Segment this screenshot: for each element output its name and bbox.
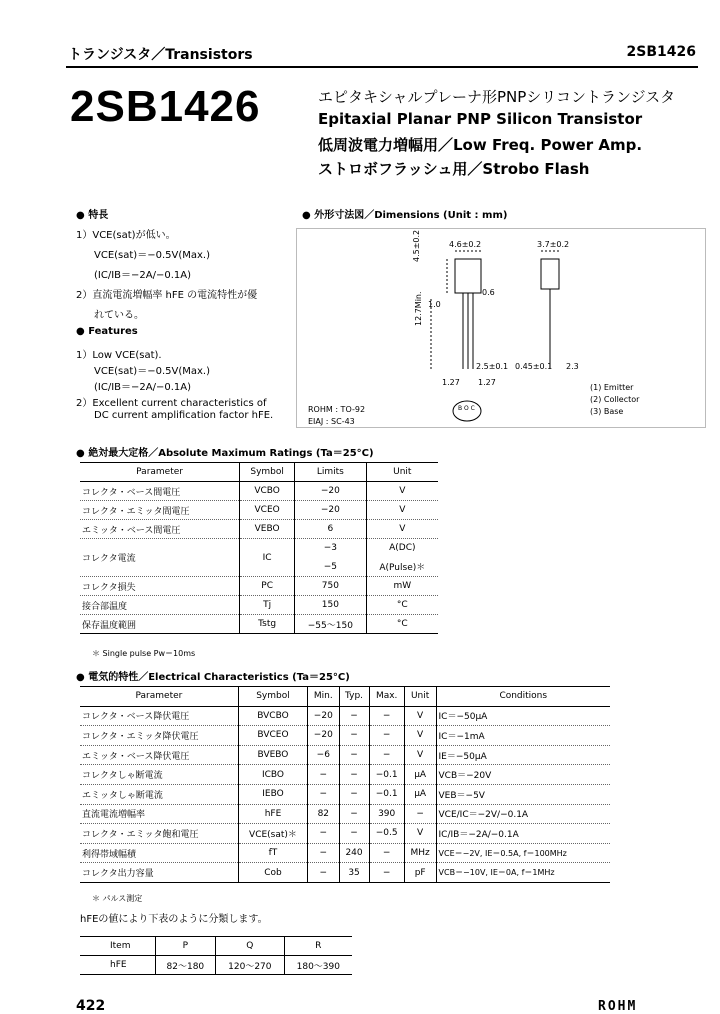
dimensions-heading: ● 外形寸法図／Dimensions (Unit : mm) <box>302 210 508 221</box>
package-marking: B O C <box>458 405 475 412</box>
table-row <box>80 824 610 844</box>
unit-cell: mW <box>366 577 438 596</box>
package-outline-drawing <box>297 229 705 427</box>
rank-p-cell: 82〜180 <box>155 956 215 975</box>
param-cell: 直流電流増幅率 <box>80 804 238 824</box>
features-en-heading: ● Features <box>76 326 138 337</box>
header-divider <box>66 66 698 68</box>
min-cell: − <box>308 824 339 844</box>
features-jp-item: れている。 <box>94 310 144 321</box>
column-header: P <box>155 937 215 956</box>
table-row <box>80 956 352 975</box>
param-cell: エミッタ・ベース降伏電圧 <box>80 745 238 765</box>
conditions-cell: VCE/IC＝−2V/−0.1A <box>436 804 610 824</box>
pin-label: (1) Emitter <box>590 383 634 392</box>
unit-cell: V <box>404 745 436 765</box>
table-row <box>80 843 610 863</box>
conditions-cell: IC＝−50μA <box>436 706 610 726</box>
rank-r-cell: 180〜390 <box>284 956 352 975</box>
abs-max-footnote: ＊ Single pulse Pw＝10ms <box>92 649 196 658</box>
unit-cell: A(Pulse)＊ <box>366 558 438 577</box>
features-jp-item: (IC/IB＝−2A/−0.1A) <box>94 270 191 281</box>
typ-cell: − <box>339 745 369 765</box>
features-jp-item: VCE(sat)＝−0.5V(Max.) <box>94 250 210 261</box>
conditions-cell: VEB＝−5V <box>436 784 610 804</box>
dim-label: 2.3 <box>566 362 579 371</box>
column-header: Conditions <box>436 687 610 707</box>
typ-cell: 35 <box>339 863 369 883</box>
table-row <box>80 706 610 726</box>
conditions-cell: VCE＝−2V, IE＝0.5A, f＝100MHz <box>436 843 610 863</box>
unit-cell: MHz <box>404 843 436 863</box>
unit-cell: °C <box>366 596 438 615</box>
typ-cell: − <box>339 706 369 726</box>
symbol-cell: BVCBO <box>238 706 307 726</box>
dim-label: 2.5±0.1 <box>476 362 509 371</box>
max-cell: − <box>369 843 404 863</box>
max-cell: −0.1 <box>369 765 404 785</box>
min-cell: −6 <box>308 745 339 765</box>
table-header-row <box>80 937 352 956</box>
conditions-cell: IC＝−1mA <box>436 726 610 746</box>
features-jp-item: 1）VCE(sat)が低い。 <box>76 230 176 241</box>
table-header-row <box>80 463 438 482</box>
dim-label: 4.6±0.2 <box>449 240 482 249</box>
param-cell: 接合部温度 <box>80 596 240 615</box>
max-cell: − <box>369 863 404 883</box>
rohm-logo: ROHM <box>598 999 638 1014</box>
header-part-number: 2SB1426 <box>626 44 696 60</box>
unit-cell: V <box>366 520 438 539</box>
column-header: Typ. <box>339 687 369 707</box>
table-row <box>80 539 438 558</box>
min-cell: − <box>308 784 339 804</box>
column-header: Max. <box>369 687 404 707</box>
features-en-item: 1）Low VCE(sat). <box>76 350 162 361</box>
conditions-cell: VCB＝−20V <box>436 765 610 785</box>
column-header: Unit <box>366 463 438 482</box>
param-cell: コレクタ・エミッタ間電圧 <box>80 501 240 520</box>
package-name: ROHM : TO-92 <box>308 405 366 414</box>
column-header: Q <box>216 937 285 956</box>
hfe-note: hFEの値により下表のように分類します。 <box>80 914 268 925</box>
typ-cell: − <box>339 824 369 844</box>
table-row <box>80 765 610 785</box>
elec-heading: ● 電気的特性／Electrical Characteristics (Ta＝25°C) <box>76 672 350 683</box>
table-row <box>80 501 438 520</box>
unit-cell: V <box>366 482 438 501</box>
column-header: Symbol <box>238 687 307 707</box>
limits-cell: −3 <box>295 539 367 558</box>
dimensions-drawing <box>296 228 706 428</box>
symbol-cell: PC <box>240 577 295 596</box>
hfe-table <box>80 936 352 975</box>
symbol-cell: Cob <box>238 863 307 883</box>
unit-cell: V <box>404 726 436 746</box>
typ-cell: − <box>339 726 369 746</box>
unit-cell: − <box>404 804 436 824</box>
dim-label: 0.6 <box>482 288 495 297</box>
dim-label: 4.5±0.2 <box>412 229 421 262</box>
page-number: 422 <box>76 998 106 1014</box>
table-row <box>80 784 610 804</box>
column-header: Item <box>110 941 131 951</box>
table-row <box>80 726 610 746</box>
dim-label: 12.7Min. <box>414 291 423 326</box>
features-jp-item: 2）直流電流増幅率 hFE の電流特性が優 <box>76 290 258 301</box>
abs-max-table <box>80 462 438 634</box>
table-row <box>80 863 610 883</box>
title-line-3: 低周波電力増幅用／Low Freq. Power Amp. <box>318 136 643 154</box>
unit-cell: V <box>404 706 436 726</box>
symbol-cell: VCE(sat)＊ <box>238 824 307 844</box>
min-cell: − <box>308 843 339 863</box>
conditions-cell: IE＝−50μA <box>436 745 610 765</box>
limits-cell: −55〜150 <box>295 615 367 634</box>
param-cell: コレクタ・ベース間電圧 <box>80 482 240 501</box>
param-cell: コレクタ損失 <box>80 577 240 596</box>
min-cell: − <box>308 765 339 785</box>
symbol-cell: VEBO <box>240 520 295 539</box>
min-cell: −20 <box>308 726 339 746</box>
abs-max-heading: ● 絶対最大定格／Absolute Maximum Ratings (Ta＝25°C) <box>76 448 374 459</box>
title-line-1: エピタキシャルプレーナ形PNPシリコントランジスタ <box>318 88 676 106</box>
min-cell: − <box>308 863 339 883</box>
max-cell: −0.5 <box>369 824 404 844</box>
typ-cell: 240 <box>339 843 369 863</box>
features-jp-heading: ● 特長 <box>76 210 109 221</box>
param-cell: エミッタしゃ断電流 <box>80 784 238 804</box>
table-row <box>80 482 438 501</box>
rank-q-cell: 120〜270 <box>216 956 285 975</box>
symbol-cell: VCBO <box>240 482 295 501</box>
column-header: Symbol <box>240 463 295 482</box>
max-cell: − <box>369 726 404 746</box>
param-cell: コレクタ・エミッタ降伏電圧 <box>80 726 238 746</box>
title-line-4: ストロボフラッシュ用／Strobo Flash <box>318 160 590 178</box>
max-cell: − <box>369 706 404 726</box>
min-cell: −20 <box>308 706 339 726</box>
unit-cell: A(DC) <box>366 539 438 558</box>
pin-label: (2) Collector <box>590 395 640 404</box>
features-en-item: DC current amplification factor hFE. <box>94 410 274 421</box>
table-row <box>80 615 438 634</box>
column-header: Unit <box>404 687 436 707</box>
category-label: トランジスタ／Transistors <box>68 47 253 63</box>
max-cell: 390 <box>369 804 404 824</box>
conditions-cell: IC/IB＝−2A/−0.1A <box>436 824 610 844</box>
table-row <box>80 745 610 765</box>
table-row <box>80 520 438 539</box>
max-cell: −0.1 <box>369 784 404 804</box>
column-header: R <box>284 937 352 956</box>
conditions-cell: VCB＝−10V, IE＝0A, f＝1MHz <box>436 863 610 883</box>
dim-label: 1.0 <box>428 300 441 309</box>
symbol-cell: BVCEO <box>238 726 307 746</box>
param-cell: 利得帯域幅積 <box>80 843 238 863</box>
symbol-cell: ICBO <box>238 765 307 785</box>
symbol-cell: Tstg <box>240 615 295 634</box>
title-line-2: Epitaxial Planar PNP Silicon Transistor <box>318 110 643 128</box>
symbol-cell: IEBO <box>238 784 307 804</box>
symbol-cell: hFE <box>238 804 307 824</box>
table-row <box>80 804 610 824</box>
unit-cell: °C <box>366 615 438 634</box>
param-cell: コレクタ電流 <box>80 539 240 577</box>
symbol-cell: IC <box>240 539 295 577</box>
symbol-cell: fT <box>238 843 307 863</box>
limits-cell: −20 <box>295 501 367 520</box>
table-row <box>80 577 438 596</box>
symbol-cell: BVEBO <box>238 745 307 765</box>
unit-cell: pF <box>404 863 436 883</box>
unit-cell: V <box>404 824 436 844</box>
limits-cell: 150 <box>295 596 367 615</box>
dim-label: 3.7±0.2 <box>537 240 570 249</box>
param-cell: コレクタしゃ断電流 <box>80 765 238 785</box>
param-cell: 保存温度範囲 <box>82 620 137 631</box>
param-cell: コレクタ・エミッタ飽和電圧 <box>80 824 238 844</box>
elec-footnote: ＊ パルス測定 <box>92 894 143 903</box>
features-en-item: VCE(sat)＝−0.5V(Max.) <box>94 366 210 377</box>
unit-cell: V <box>366 501 438 520</box>
param-cell: エミッタ・ベース間電圧 <box>80 520 240 539</box>
param-cell: コレクタ・ベース降伏電圧 <box>80 706 238 726</box>
max-cell: − <box>369 745 404 765</box>
typ-cell: − <box>339 784 369 804</box>
limits-cell: 750 <box>295 577 367 596</box>
dim-label: 0.45±0.1 <box>515 362 553 371</box>
typ-cell: − <box>339 765 369 785</box>
symbol-cell: Tj <box>240 596 295 615</box>
unit-cell: μA <box>404 784 436 804</box>
column-header: Parameter <box>136 467 183 477</box>
limits-cell: 6 <box>295 520 367 539</box>
limits-cell: −5 <box>295 558 367 577</box>
column-header: Min. <box>308 687 339 707</box>
package-name: EIAJ : SC-43 <box>308 417 355 426</box>
table-header-row <box>80 687 610 707</box>
typ-cell: − <box>339 804 369 824</box>
unit-cell: μA <box>404 765 436 785</box>
param-cell: コレクタ出力容量 <box>82 869 154 880</box>
dim-label: 1.27 <box>442 378 460 387</box>
symbol-cell: VCEO <box>240 501 295 520</box>
part-number-title: 2SB1426 <box>70 82 261 131</box>
dim-label: 1.27 <box>478 378 496 387</box>
min-cell: 82 <box>308 804 339 824</box>
limits-cell: −20 <box>295 482 367 501</box>
features-en-item: 2）Excellent current characteristics of <box>76 398 267 409</box>
column-header: Limits <box>295 463 367 482</box>
table-row <box>80 596 438 615</box>
pin-label: (3) Base <box>590 407 624 416</box>
elec-table <box>80 686 610 883</box>
column-header: Parameter <box>135 691 183 702</box>
features-en-item: (IC/IB＝−2A/−0.1A) <box>94 382 191 393</box>
item-cell: hFE <box>110 960 127 970</box>
